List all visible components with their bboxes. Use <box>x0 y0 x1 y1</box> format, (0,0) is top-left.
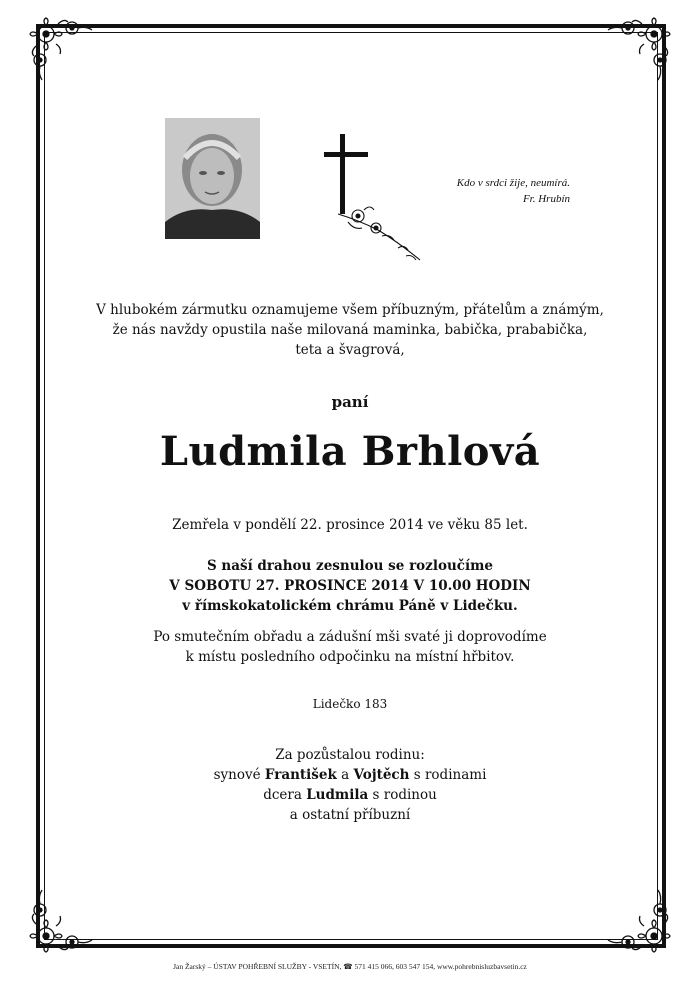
sons-suffix: s rodinami <box>409 767 487 783</box>
sons-prefix: synové <box>213 767 265 783</box>
floral-corner-ornament-top-right <box>606 16 672 82</box>
daughter-line <box>70 785 630 805</box>
family-signature <box>70 745 630 825</box>
sons-line <box>70 765 630 785</box>
burial-line: Po smutečním obřadu a zádušní mši svaté ji doprovodíme <box>153 629 547 645</box>
quote-author: Fr. Hrubín <box>522 193 570 205</box>
son-name: Vojtěch <box>353 767 410 783</box>
intro-line: že nás navždy opustila naše milovaná maminka, babička, prababička, <box>112 322 588 338</box>
burial-line: k místu posledního odpočinku na místní hřbitov. <box>185 649 515 665</box>
quote <box>380 175 570 207</box>
intro-line: V hlubokém zármutku oznamujeme všem příbuzným, přátelům a známým, <box>96 302 604 318</box>
others-line: a ostatní příbuzní <box>289 807 411 823</box>
daughter-name: Ludmila <box>306 787 369 803</box>
funeral-service-footer: Jan Žarský – ÚSTAV POHŘEBNÍ SLUŽBY - VSETÍN, ☎ 571 415 066, 603 547 154, www.pohrebnisluzbavsetin.cz <box>173 962 527 971</box>
title-word: paní <box>331 393 369 411</box>
quote-text: Kdo v srdci žije, neumírá. <box>456 177 570 189</box>
death-info: Zemřela v pondělí 22. prosince 2014 ve věku 85 let. <box>172 517 528 533</box>
intro-line: teta a švagrová, <box>295 342 405 358</box>
announcement-intro <box>70 300 630 360</box>
address: Lidečko 183 <box>312 697 388 711</box>
deceased-name: Ludmila Brhlová <box>159 428 541 475</box>
family-heading: Za pozůstalou rodinu: <box>275 747 425 763</box>
ceremony-info <box>70 556 630 616</box>
portrait-photo <box>165 118 260 239</box>
burial-info <box>70 627 630 667</box>
daughter-prefix: dcera <box>263 787 307 803</box>
ceremony-line: S naší drahou zesnulou se rozloučíme <box>206 558 494 574</box>
floral-corner-ornament-top-left <box>28 16 94 82</box>
son-name: František <box>264 767 337 783</box>
floral-corner-ornament-bottom-right <box>606 888 672 954</box>
ceremony-line: V SOBOTU 27. PROSINCE 2014 V 10.00 HODIN <box>169 578 531 594</box>
floral-corner-ornament-bottom-left <box>28 888 94 954</box>
daughter-suffix: s rodinou <box>368 787 437 803</box>
ceremony-line: v římskokatolickém chrámu Páně v Lidečku. <box>182 598 518 614</box>
sons-and: a <box>336 767 354 783</box>
